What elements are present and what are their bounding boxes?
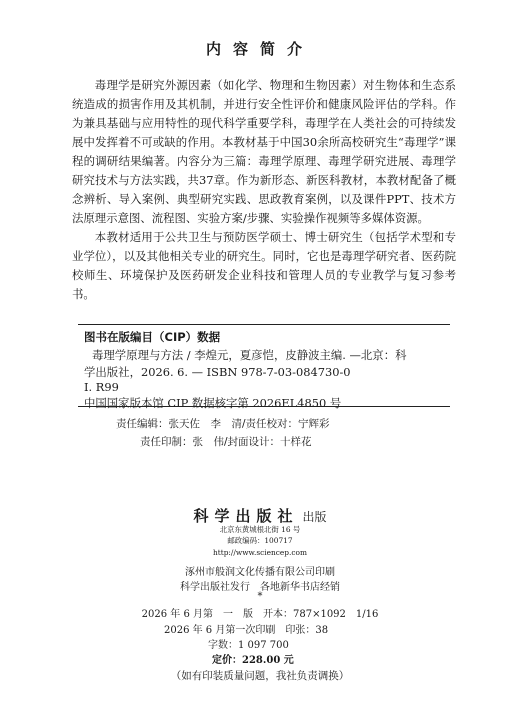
cip-line-3: Ⅰ. R99: [84, 380, 119, 394]
printing-line: 2026 年 6 月第一次印刷 印张：38: [164, 625, 329, 636]
intro-section: [72, 76, 456, 304]
publisher-address: 北京东黄城根北街 16 号: [219, 525, 301, 534]
intro-paragraph-1: 毒理学是研究外源因素（如化学、物理和生物因素）对生物体和生态系统造成的损害作用及其机制，并进行安全性评价和健康风险评估的学科。作为兼具基础与应用特性的现代科学重要学科，毒理学在人类社会的可持续发展中发挥着不可或缺的作用。本教材基于中国30余所高校研究生“毒理学”课程的调研结果编著。内容分为三篇：毒理学原理、毒理学研究进展、毒理学研究技术与方法实践，共37章。作为新形态、新医科教材，本教材配备了概念辨析、导入案例、典型研究实践、思政教育案例，以及课件PPT、技术方法原理示意图、流程图、实验方案/步骤、实验操作视频等多媒体资源。: [72, 78, 456, 225]
publisher-logo-text: 科学出版社: [193, 507, 299, 525]
publisher-logo-suffix: 出版: [302, 510, 327, 524]
cip-line-4: 中国国家版本馆 CIP 数据核字第 2026EL4850 号: [84, 396, 342, 410]
intro-paragraph-2: 本教材适用于公共卫生与预防医学硕士、博士研究生（包括学术型和专业学位），以及其他相关专业的研究生。同时，它也是毒理学研究者、医药院校师生、环境保护及医药研发企业科技和管理人员的专业教学与复习参考书。: [72, 230, 456, 301]
cip-line-2: 学出版社，2026. 6. — ISBN 978-7-03-084730-0: [84, 365, 351, 379]
printer-line: 涿州市般润文化传播有限公司印刷: [185, 567, 335, 578]
publisher-website: http://www.sciencep.com: [213, 548, 307, 557]
publisher-logo: [0, 505, 520, 526]
cip-block: [78, 324, 450, 410]
cip-heading: 图书在版编目（CIP）数据: [84, 330, 221, 344]
quality-notice: （如有印装质量问题，我社负责调换）: [170, 670, 350, 682]
page-title: 内容简介: [205, 40, 314, 58]
separator-star: *: [257, 591, 263, 602]
credits-line-1: 责任编辑：张天佐 李 清/责任校对：宁辉彩: [116, 418, 330, 430]
distribution-line: 科学出版社发行 各地新华书店经销: [180, 582, 340, 593]
edition-line: 2026 年 6 月第 一 版 开本：787×1092 1/16: [141, 609, 379, 620]
wordcount-line: 字数：1 097 700: [208, 640, 289, 651]
price-line: 定价：228.00 元: [212, 655, 294, 666]
cip-bottom-rule: [78, 406, 450, 407]
publisher-postcode: 邮政编码：100717: [227, 536, 293, 545]
cip-line-1: 毒理学原理与方法 / 李煌元，夏彦恺，皮静波主编. —北京：科: [92, 348, 407, 362]
credits-line-2: 责任印制：张 伟/封面设计：十样花: [140, 436, 312, 448]
